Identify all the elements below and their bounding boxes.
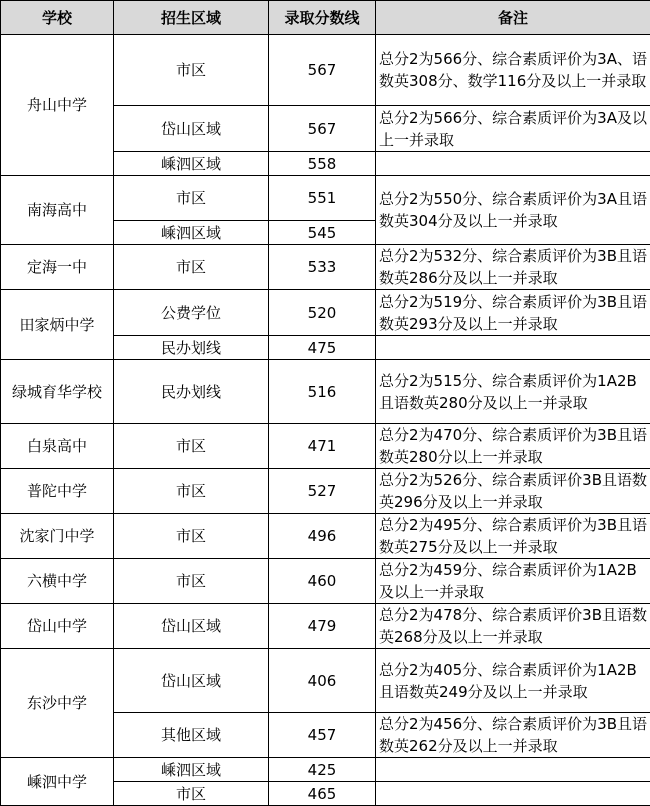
score-cell: 465	[269, 782, 376, 806]
note-cell	[376, 336, 650, 360]
score-cell: 406	[269, 649, 376, 713]
header-row	[1, 1, 650, 35]
school-cell: 绿城育华学校	[1, 360, 114, 424]
table-row	[1, 424, 650, 469]
note-cell: 总分2为495分、综合素质评价为3B且语数英275分及以上一并录取	[376, 514, 650, 559]
table-row	[1, 290, 650, 336]
area-cell: 岱山区域	[114, 106, 269, 152]
note-cell: 总分2为478分、综合素质评价3B且语数英268分及以上一并录取	[376, 604, 650, 649]
area-cell: 嵊泗区域	[114, 152, 269, 176]
table-row	[1, 758, 650, 782]
note-cell: 总分2为515分、综合素质评价为1A2B且语数英280分及以上一并录取	[376, 360, 650, 424]
note-cell: 总分2为456分、综合素质评价为3B且语数英262分及以上一并录取	[376, 713, 650, 758]
score-cell: 479	[269, 604, 376, 649]
note-cell: 总分2为532分、综合素质评价为3B且语数英286分及以上一并录取	[376, 245, 650, 290]
table-row	[1, 559, 650, 604]
note-cell: 总分2为405分、综合素质评价为1A2B且语数英249分及以上一并录取	[376, 649, 650, 713]
school-cell: 岱山中学	[1, 604, 114, 649]
table-row	[1, 360, 650, 424]
note-cell: 总分2为566分、综合素质评价为3A及以上一并录取	[376, 106, 650, 152]
note-cell: 总分2为459分、综合素质评价为1A2B及以上一并录取	[376, 559, 650, 604]
area-cell: 岱山区域	[114, 604, 269, 649]
score-cell: 545	[269, 221, 376, 245]
header-note: 备注	[376, 1, 650, 35]
area-cell: 公费学位	[114, 290, 269, 336]
school-cell: 南海高中	[1, 176, 114, 245]
note-cell	[376, 758, 650, 782]
score-cell: 457	[269, 713, 376, 758]
area-cell: 市区	[114, 245, 269, 290]
area-cell: 嵊泗区域	[114, 221, 269, 245]
note-cell: 总分2为519分、综合素质评价为3B且语数英293分及以上一并录取	[376, 290, 650, 336]
area-cell: 市区	[114, 176, 269, 221]
score-cell: 551	[269, 176, 376, 221]
area-cell: 民办划线	[114, 360, 269, 424]
score-cell: 520	[269, 290, 376, 336]
table-row	[1, 649, 650, 713]
school-cell: 沈家门中学	[1, 514, 114, 559]
area-cell: 民办划线	[114, 336, 269, 360]
school-cell: 东沙中学	[1, 649, 114, 758]
score-cell: 516	[269, 360, 376, 424]
header-area: 招生区域	[114, 1, 269, 35]
area-cell: 其他区域	[114, 713, 269, 758]
table-row	[1, 35, 650, 106]
score-cell: 533	[269, 245, 376, 290]
table-row	[1, 245, 650, 290]
note-cell: 总分2为470分、综合素质评价为3B且语数英280分以上一并录取	[376, 424, 650, 469]
score-cell: 425	[269, 758, 376, 782]
table-row	[1, 176, 650, 221]
score-cell: 475	[269, 336, 376, 360]
area-cell: 市区	[114, 782, 269, 806]
area-cell: 嵊泗区域	[114, 758, 269, 782]
score-cell: 460	[269, 559, 376, 604]
score-cell: 567	[269, 35, 376, 106]
score-cell: 567	[269, 106, 376, 152]
score-cell: 496	[269, 514, 376, 559]
note-cell	[376, 152, 650, 176]
score-cell: 558	[269, 152, 376, 176]
area-cell: 市区	[114, 559, 269, 604]
header-score: 录取分数线	[269, 1, 376, 35]
area-cell: 市区	[114, 424, 269, 469]
school-cell: 六横中学	[1, 559, 114, 604]
table-row	[1, 604, 650, 649]
table-row	[1, 514, 650, 559]
area-cell: 市区	[114, 469, 269, 514]
header-school: 学校	[1, 1, 114, 35]
note-cell: 总分2为566分、综合素质评价为3A、语数英308分、数学116分及以上一并录取	[376, 35, 650, 106]
school-cell: 白泉高中	[1, 424, 114, 469]
note-cell: 总分2为550分、综合素质评价为3A且语数英304分及以上一并录取	[376, 176, 650, 245]
area-cell: 市区	[114, 35, 269, 106]
score-cell: 471	[269, 424, 376, 469]
school-cell: 田家炳中学	[1, 290, 114, 360]
school-cell: 嵊泗中学	[1, 758, 114, 806]
school-cell: 舟山中学	[1, 35, 114, 176]
note-cell: 总分2为526分、综合素质评价3B且语数英296分及以上一并录取	[376, 469, 650, 514]
score-cell: 527	[269, 469, 376, 514]
table-row	[1, 469, 650, 514]
area-cell: 岱山区域	[114, 649, 269, 713]
school-cell: 定海一中	[1, 245, 114, 290]
school-cell: 普陀中学	[1, 469, 114, 514]
area-cell: 市区	[114, 514, 269, 559]
